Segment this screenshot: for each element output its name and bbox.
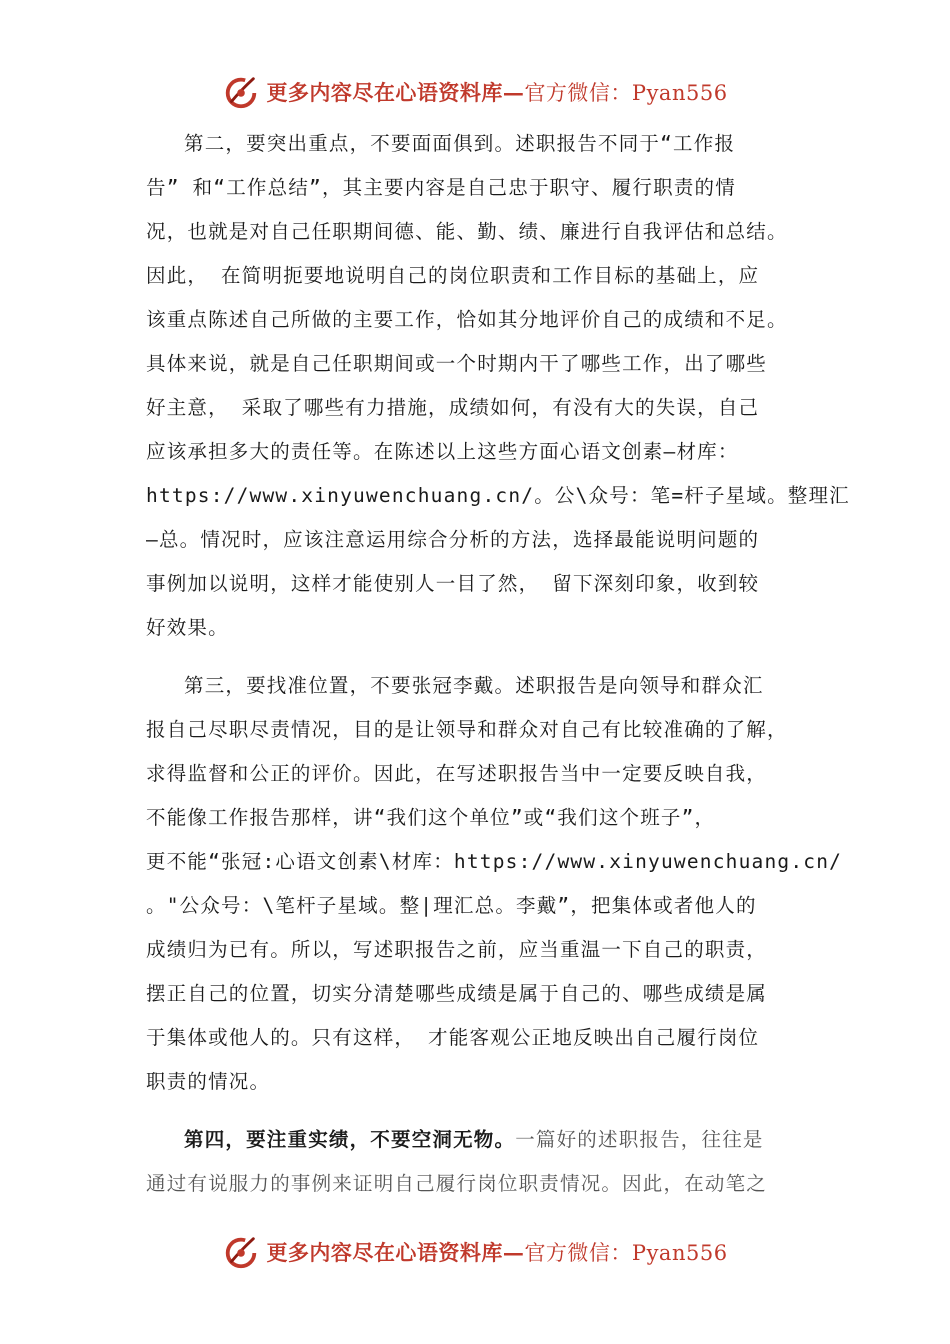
- text-line: https://www.xinyuwenchuang.cn/。公\众号：笔=杆子星域。整理汇: [146, 484, 850, 507]
- brush-circle-logo-icon: [222, 73, 260, 111]
- text-line: 不能像工作报告那样，讲“我们这个单位”或“我们这个班子”，: [146, 806, 716, 829]
- text-line: 更不能“张冠:心语文创素\材库：https://www.xinyuwenchuang.cn/: [146, 850, 843, 873]
- text-line: 求得监督和公正的评价。因此，在写述职报告当中一定要反映自我，: [146, 762, 768, 785]
- text-line: 报自己尽职尽责情况，目的是让领导和群众对自己有比较准确的了解，: [146, 718, 788, 741]
- text-line: 告” 和“工作总结”，其主要内容是自己忠于职守、履行职责的情: [146, 176, 736, 199]
- text-line: 第二，要突出重点，不要面面俱到。述职报告不同于“工作报: [184, 132, 736, 155]
- text-line: 于集体或他人的。只有这样， 才能客观公正地反映出自己履行岗位: [146, 1026, 760, 1049]
- text-line: 职责的情况。: [146, 1070, 271, 1093]
- text-line: 事例加以说明，这样才能使别人一目了然， 留下深刻印象，收到较: [146, 572, 760, 595]
- banner-text: 更多内容尽在心语资料库—官方微信：Pyan556: [266, 80, 728, 105]
- footer-banner: [0, 1232, 950, 1272]
- header-banner: [0, 72, 950, 112]
- text-line: 。"公众号：\笔杆子星域。整|理汇总。李戴”，把集体或者他人的: [146, 894, 757, 917]
- text-line: 具体来说，就是自己任职期间或一个时期内干了哪些工作，出了哪些: [146, 352, 768, 375]
- text-line: 好主意， 采取了哪些有力措施，成绩如何，有没有大的失误，自己: [146, 396, 760, 419]
- banner-text: 更多内容尽在心语资料库—官方微信：Pyan556: [266, 1240, 728, 1265]
- text-line: 成绩归为已有。所以，写述职报告之前，应当重温一下自己的职责，: [146, 938, 768, 961]
- text-line: 第三，要找准位置，不要张冠李戴。述职报告是向领导和群众汇: [184, 674, 764, 697]
- text-line: 通过有说服力的事例来证明自己履行岗位职责情况。因此，在动笔之: [146, 1172, 768, 1195]
- paragraph-4: [146, 1118, 826, 1206]
- text-line: 摆正自己的位置，切实分清楚哪些成绩是属于自己的、哪些成绩是属: [146, 982, 768, 1005]
- text-line: 该重点陈述自己所做的主要工作，恰如其分地评价自己的成绩和不足。: [146, 308, 788, 331]
- text-line: 因此， 在简明扼要地说明自己的岗位职责和工作目标的基础上，应: [146, 264, 760, 287]
- text-line: 况，也就是对自己任职期间德、能、勤、绩、廉进行自我评估和总结。: [146, 220, 788, 243]
- text-line: 应该承担多大的责任等。在陈述以上这些方面心语文创素—材库：: [146, 440, 739, 463]
- text-line: [146, 1118, 826, 1162]
- document-body: [146, 122, 850, 1220]
- paragraph-3: [146, 664, 843, 1104]
- text-line: —总。情况时，应该注意运用综合分析的方法，选择最能说明问题的: [146, 528, 760, 551]
- text-line: 好效果。: [146, 616, 229, 639]
- section-heading: 第四，要注重实绩，不要空洞无物。: [184, 1128, 516, 1151]
- paragraph-2: [146, 122, 850, 650]
- section-lead-text: 一篇好的述职报告，往往是: [515, 1128, 764, 1151]
- brush-circle-logo-icon: [222, 1233, 260, 1271]
